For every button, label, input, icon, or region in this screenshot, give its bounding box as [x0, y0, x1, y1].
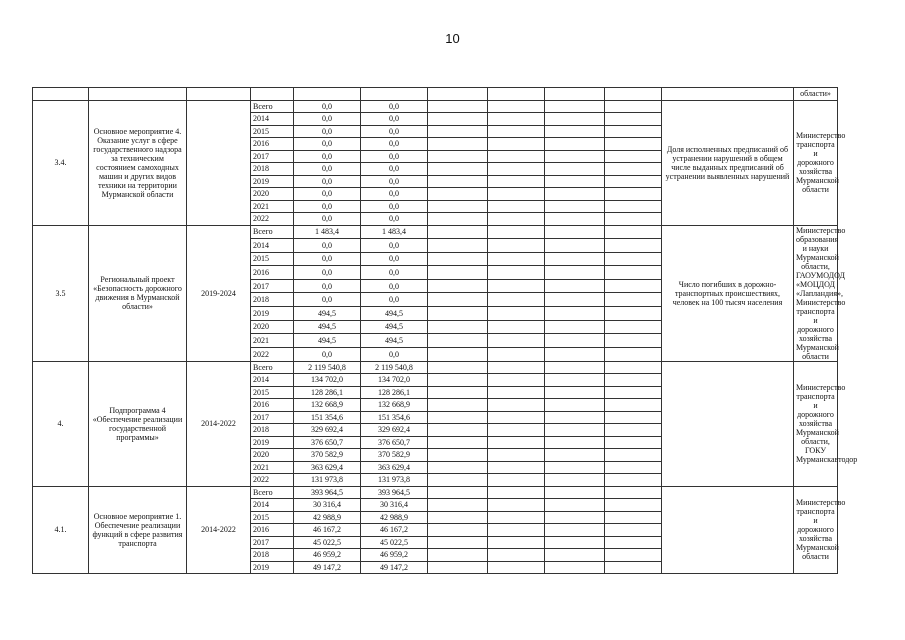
- empty-cell: [488, 411, 545, 424]
- empty-cell: [488, 361, 545, 374]
- year-cell: 2018: [251, 424, 294, 437]
- empty-cell: [488, 279, 545, 293]
- budget-value-cell: 0,0: [361, 175, 428, 188]
- empty-cell: [428, 320, 488, 334]
- year-cell: 2018: [251, 163, 294, 176]
- total-value-cell: 0,0: [294, 150, 361, 163]
- total-value-cell: 151 354,6: [294, 411, 361, 424]
- budget-value-cell: 132 668,9: [361, 399, 428, 412]
- empty-cell: [428, 511, 488, 524]
- empty-cell: [545, 138, 605, 151]
- empty-cell: [545, 266, 605, 280]
- empty-cell: [428, 100, 488, 113]
- empty-cell: [488, 163, 545, 176]
- empty-cell: [605, 499, 662, 512]
- year-cell: 2016: [251, 266, 294, 280]
- total-value-cell: 0,0: [294, 279, 361, 293]
- year-cell: 2014: [251, 499, 294, 512]
- empty-cell: [605, 449, 662, 462]
- empty-cell: [605, 239, 662, 253]
- empty-cell: [488, 307, 545, 321]
- program-table: [32, 87, 858, 574]
- empty-cell: [428, 436, 488, 449]
- budget-value-cell: 494,5: [361, 334, 428, 348]
- empty-cell: [545, 239, 605, 253]
- empty-cell: [605, 549, 662, 562]
- budget-value-cell: 1 483,4: [361, 225, 428, 239]
- empty-cell: [605, 474, 662, 487]
- empty-cell: [605, 200, 662, 213]
- empty-cell: [488, 252, 545, 266]
- empty-cell: [428, 499, 488, 512]
- budget-value-cell: 45 022,5: [361, 536, 428, 549]
- empty-cell: [488, 524, 545, 537]
- year-cell: Всего: [251, 225, 294, 239]
- budget-value-cell: 376 650,7: [361, 436, 428, 449]
- budget-value-cell: 0,0: [361, 113, 428, 126]
- empty-cell: [488, 239, 545, 253]
- total-value-cell: 49 147,2: [294, 561, 361, 574]
- total-value-cell: 376 650,7: [294, 436, 361, 449]
- section-name: Региональный проект «Безопасность дорожного движения в Мурманской области»: [89, 225, 187, 361]
- budget-value-cell: 42 988,9: [361, 511, 428, 524]
- budget-value-cell: 0,0: [361, 266, 428, 280]
- empty-cell: [428, 239, 488, 253]
- section-name: Основное мероприятие 1. Обеспечение реализации функций в сфере развития транспорта: [89, 486, 187, 574]
- empty-cell: [428, 386, 488, 399]
- indicator-cell: Доля исполненных предписаний об устранении нарушений в общем числе выданных предписаний об устранении выявленных нарушений: [662, 100, 794, 225]
- empty-cell: [605, 536, 662, 549]
- empty-cell: [428, 138, 488, 151]
- total-value-cell: 0,0: [294, 200, 361, 213]
- empty-cell: [545, 188, 605, 201]
- budget-value-cell: 46 167,2: [361, 524, 428, 537]
- budget-value-cell: 0,0: [361, 125, 428, 138]
- year-cell: 2015: [251, 511, 294, 524]
- budget-value-cell: 0,0: [361, 100, 428, 113]
- empty-cell: [605, 411, 662, 424]
- total-value-cell: 30 316,4: [294, 499, 361, 512]
- section-number: 4.: [33, 361, 89, 486]
- budget-value-cell: 49 147,2: [361, 561, 428, 574]
- empty-cell: [545, 252, 605, 266]
- total-value-cell: 128 286,1: [294, 386, 361, 399]
- budget-value-cell: 0,0: [361, 138, 428, 151]
- empty-cell: [488, 511, 545, 524]
- total-value-cell: 0,0: [294, 100, 361, 113]
- year-cell: 2018: [251, 293, 294, 307]
- budget-value-cell: 131 973,8: [361, 474, 428, 487]
- empty-cell: [605, 279, 662, 293]
- year-cell: 2019: [251, 436, 294, 449]
- empty-cell: [488, 150, 545, 163]
- budget-value-cell: 134 702,0: [361, 374, 428, 387]
- budget-value-cell: 0,0: [361, 188, 428, 201]
- indicator-cell: Число погибших в дорожно-транспортных происшествиях, человек на 100 тысяч населения: [662, 225, 794, 361]
- year-cell: Всего: [251, 361, 294, 374]
- budget-value-cell: 0,0: [361, 200, 428, 213]
- empty-cell: [428, 150, 488, 163]
- executor-cell: Министерство образования и науки Мурманской области, ГАОУМОДОД «МОЦДОД «Лапландия», Министерство транспорта и дорожного хозяйства Мурманской области: [794, 225, 838, 361]
- empty-cell: [605, 511, 662, 524]
- empty-cell: [605, 486, 662, 499]
- empty-cell: [428, 424, 488, 437]
- empty-cell: [545, 511, 605, 524]
- empty-cell: [488, 225, 545, 239]
- indicator-cell: [662, 486, 794, 574]
- empty-cell: [605, 266, 662, 280]
- empty-cell: [428, 561, 488, 574]
- total-value-cell: 0,0: [294, 213, 361, 226]
- executor-cell: Министерство транспорта и дорожного хозяйства Мурманской области: [794, 100, 838, 225]
- year-cell: 2021: [251, 334, 294, 348]
- empty-cell: [605, 320, 662, 334]
- empty-cell: [488, 100, 545, 113]
- total-value-cell: 134 702,0: [294, 374, 361, 387]
- empty-cell: [428, 536, 488, 549]
- year-cell: 2017: [251, 411, 294, 424]
- budget-value-cell: 494,5: [361, 307, 428, 321]
- empty-cell: [545, 561, 605, 574]
- total-value-cell: 2 119 540,8: [294, 361, 361, 374]
- empty-cell: [545, 213, 605, 226]
- executor-cell: Министерство транспорта и дорожного хозяйства Мурманской области: [794, 486, 838, 574]
- total-value-cell: 46 959,2: [294, 549, 361, 562]
- section-period: 2014-2022: [187, 361, 251, 486]
- empty-cell: [545, 449, 605, 462]
- total-value-cell: 0,0: [294, 163, 361, 176]
- empty-cell: [545, 524, 605, 537]
- empty-cell: [545, 347, 605, 361]
- year-cell: 2021: [251, 461, 294, 474]
- empty-cell: [488, 399, 545, 412]
- empty-cell: [605, 307, 662, 321]
- empty-cell: [605, 334, 662, 348]
- year-cell: 2019: [251, 175, 294, 188]
- year-cell: 2017: [251, 279, 294, 293]
- empty-cell: [428, 188, 488, 201]
- empty-cell: [545, 293, 605, 307]
- empty-cell: [488, 461, 545, 474]
- budget-value-cell: 46 959,2: [361, 549, 428, 562]
- empty-cell: [488, 499, 545, 512]
- empty-cell: [545, 374, 605, 387]
- budget-value-cell: 30 316,4: [361, 499, 428, 512]
- empty-cell: [605, 524, 662, 537]
- year-cell: 2015: [251, 125, 294, 138]
- empty-cell: [428, 175, 488, 188]
- empty-cell: [488, 188, 545, 201]
- empty-cell: [488, 449, 545, 462]
- budget-value-cell: 0,0: [361, 239, 428, 253]
- year-cell: Всего: [251, 486, 294, 499]
- table-row: [33, 486, 838, 499]
- empty-cell: [488, 374, 545, 387]
- total-value-cell: 45 022,5: [294, 536, 361, 549]
- empty-cell: [428, 293, 488, 307]
- budget-value-cell: 151 354,6: [361, 411, 428, 424]
- year-cell: 2017: [251, 536, 294, 549]
- year-cell: 2020: [251, 188, 294, 201]
- empty-cell: [488, 561, 545, 574]
- empty-cell: [605, 293, 662, 307]
- year-cell: 2014: [251, 239, 294, 253]
- page-number: 10: [445, 31, 460, 46]
- year-cell: 2020: [251, 320, 294, 334]
- empty-cell: [545, 225, 605, 239]
- empty-cell: [545, 549, 605, 562]
- empty-cell: [428, 374, 488, 387]
- empty-cell: [488, 266, 545, 280]
- total-value-cell: 393 964,5: [294, 486, 361, 499]
- year-cell: 2020: [251, 449, 294, 462]
- total-value-cell: 132 668,9: [294, 399, 361, 412]
- budget-value-cell: 363 629,4: [361, 461, 428, 474]
- empty-cell: [605, 386, 662, 399]
- empty-cell: [428, 549, 488, 562]
- empty-cell: [545, 411, 605, 424]
- table-row: [33, 361, 838, 374]
- total-value-cell: 0,0: [294, 293, 361, 307]
- empty-cell: [545, 163, 605, 176]
- empty-cell: [488, 474, 545, 487]
- section-period: 2019-2024: [187, 225, 251, 361]
- empty-cell: [428, 200, 488, 213]
- empty-cell: [488, 486, 545, 499]
- empty-cell: [545, 175, 605, 188]
- empty-cell: [605, 113, 662, 126]
- budget-value-cell: 0,0: [361, 163, 428, 176]
- empty-cell: [428, 524, 488, 537]
- year-cell: 2014: [251, 113, 294, 126]
- budget-value-cell: 128 286,1: [361, 386, 428, 399]
- empty-cell: [545, 100, 605, 113]
- empty-cell: [428, 125, 488, 138]
- total-value-cell: 0,0: [294, 252, 361, 266]
- section-number: 4.1.: [33, 486, 89, 574]
- empty-cell: [545, 279, 605, 293]
- empty-cell: [605, 436, 662, 449]
- empty-cell: [605, 252, 662, 266]
- empty-cell: [545, 125, 605, 138]
- empty-cell: [428, 474, 488, 487]
- year-cell: 2016: [251, 399, 294, 412]
- empty-cell: [605, 399, 662, 412]
- year-cell: 2022: [251, 474, 294, 487]
- empty-cell: [545, 399, 605, 412]
- year-cell: 2015: [251, 386, 294, 399]
- empty-cell: [545, 461, 605, 474]
- table-top-row: [33, 88, 838, 101]
- year-cell: Всего: [251, 100, 294, 113]
- empty-cell: [605, 374, 662, 387]
- empty-cell: [428, 213, 488, 226]
- empty-cell: [605, 125, 662, 138]
- empty-cell: [605, 347, 662, 361]
- year-cell: 2022: [251, 347, 294, 361]
- year-cell: 2022: [251, 213, 294, 226]
- empty-cell: [488, 320, 545, 334]
- empty-cell: [428, 486, 488, 499]
- year-cell: 2017: [251, 150, 294, 163]
- empty-cell: [545, 307, 605, 321]
- empty-cell: [545, 436, 605, 449]
- section-period: [187, 100, 251, 225]
- budget-value-cell: 393 964,5: [361, 486, 428, 499]
- empty-cell: [488, 138, 545, 151]
- total-value-cell: 0,0: [294, 125, 361, 138]
- year-cell: 2019: [251, 561, 294, 574]
- year-cell: 2016: [251, 138, 294, 151]
- empty-cell: [605, 461, 662, 474]
- empty-cell: [545, 536, 605, 549]
- empty-cell: [488, 113, 545, 126]
- empty-cell: [488, 536, 545, 549]
- empty-cell: [488, 175, 545, 188]
- budget-value-cell: 370 582,9: [361, 449, 428, 462]
- section-number: 3.4.: [33, 100, 89, 225]
- indicator-cell: [662, 361, 794, 486]
- empty-cell: [545, 486, 605, 499]
- empty-cell: [605, 188, 662, 201]
- empty-cell: [545, 334, 605, 348]
- empty-cell: [428, 163, 488, 176]
- empty-cell: [428, 461, 488, 474]
- empty-cell: [428, 411, 488, 424]
- empty-cell: [488, 347, 545, 361]
- empty-cell: [605, 175, 662, 188]
- budget-value-cell: 2 119 540,8: [361, 361, 428, 374]
- empty-cell: [488, 424, 545, 437]
- empty-cell: [428, 113, 488, 126]
- table-row: [33, 100, 838, 113]
- empty-cell: [428, 449, 488, 462]
- table-row: [33, 225, 838, 239]
- budget-value-cell: 0,0: [361, 279, 428, 293]
- total-value-cell: 46 167,2: [294, 524, 361, 537]
- section-number: 3.5: [33, 225, 89, 361]
- top-row-last-cell: области»: [794, 88, 838, 101]
- empty-cell: [428, 225, 488, 239]
- empty-cell: [488, 293, 545, 307]
- year-cell: 2019: [251, 307, 294, 321]
- total-value-cell: 494,5: [294, 334, 361, 348]
- total-value-cell: 0,0: [294, 239, 361, 253]
- empty-cell: [428, 252, 488, 266]
- total-value-cell: 42 988,9: [294, 511, 361, 524]
- year-cell: 2015: [251, 252, 294, 266]
- budget-value-cell: 0,0: [361, 252, 428, 266]
- empty-cell: [488, 200, 545, 213]
- empty-cell: [428, 399, 488, 412]
- empty-cell: [605, 100, 662, 113]
- year-cell: 2016: [251, 524, 294, 537]
- total-value-cell: 0,0: [294, 138, 361, 151]
- empty-cell: [428, 266, 488, 280]
- year-cell: 2014: [251, 374, 294, 387]
- section-name: Подпрограмма 4 «Обеспечение реализации государственной программы»: [89, 361, 187, 486]
- empty-cell: [605, 424, 662, 437]
- total-value-cell: 0,0: [294, 347, 361, 361]
- total-value-cell: 370 582,9: [294, 449, 361, 462]
- total-value-cell: 1 483,4: [294, 225, 361, 239]
- budget-value-cell: 494,5: [361, 320, 428, 334]
- empty-cell: [545, 424, 605, 437]
- year-cell: 2021: [251, 200, 294, 213]
- empty-cell: [488, 436, 545, 449]
- empty-cell: [605, 361, 662, 374]
- empty-cell: [545, 474, 605, 487]
- total-value-cell: 494,5: [294, 320, 361, 334]
- empty-cell: [605, 561, 662, 574]
- empty-cell: [545, 386, 605, 399]
- empty-cell: [545, 320, 605, 334]
- empty-cell: [428, 307, 488, 321]
- empty-cell: [545, 200, 605, 213]
- empty-cell: [605, 138, 662, 151]
- empty-cell: [488, 386, 545, 399]
- budget-value-cell: 0,0: [361, 347, 428, 361]
- budget-value-cell: 329 692,4: [361, 424, 428, 437]
- total-value-cell: 0,0: [294, 266, 361, 280]
- total-value-cell: 0,0: [294, 113, 361, 126]
- total-value-cell: 0,0: [294, 175, 361, 188]
- empty-cell: [605, 163, 662, 176]
- total-value-cell: 131 973,8: [294, 474, 361, 487]
- empty-cell: [488, 549, 545, 562]
- empty-cell: [428, 361, 488, 374]
- empty-cell: [488, 125, 545, 138]
- empty-cell: [488, 213, 545, 226]
- year-cell: 2018: [251, 549, 294, 562]
- empty-cell: [605, 213, 662, 226]
- section-period: 2014-2022: [187, 486, 251, 574]
- budget-value-cell: 0,0: [361, 293, 428, 307]
- executor-cell: Министерство транспорта и дорожного хозяйства Мурманской области, ГОКУ Мурманскавтодор: [794, 361, 838, 486]
- total-value-cell: 494,5: [294, 307, 361, 321]
- budget-value-cell: 0,0: [361, 150, 428, 163]
- empty-cell: [545, 150, 605, 163]
- empty-cell: [605, 225, 662, 239]
- total-value-cell: 363 629,4: [294, 461, 361, 474]
- empty-cell: [428, 347, 488, 361]
- total-value-cell: 329 692,4: [294, 424, 361, 437]
- empty-cell: [545, 499, 605, 512]
- section-name: Основное мероприятие 4. Оказание услуг в сфере государственного надзора за техническим состоянием самоходных машин и других видов техники на территории Мурманской области: [89, 100, 187, 225]
- empty-cell: [605, 150, 662, 163]
- empty-cell: [428, 334, 488, 348]
- empty-cell: [545, 113, 605, 126]
- empty-cell: [488, 334, 545, 348]
- total-value-cell: 0,0: [294, 188, 361, 201]
- budget-value-cell: 0,0: [361, 213, 428, 226]
- empty-cell: [545, 361, 605, 374]
- empty-cell: [428, 279, 488, 293]
